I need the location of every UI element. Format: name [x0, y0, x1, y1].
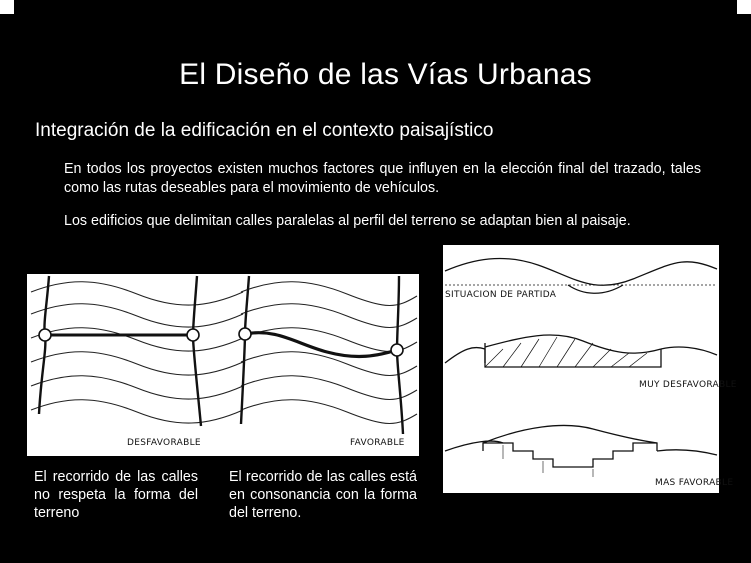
street-alignment-drawing: [27, 274, 419, 456]
body-paragraph-2: Los edificios que delimitan calles paralelas al perfil del terreno se adaptan bien al paisaje.: [64, 213, 631, 229]
label-favorable: FAVORABLE: [350, 438, 405, 448]
favorable-street: [245, 333, 397, 357]
label-very-unfavorable: MUY DESFAVORABLE: [639, 380, 737, 390]
section-more-favorable: [445, 425, 717, 477]
section-very-unfavorable: [445, 335, 717, 367]
building-node: [39, 329, 51, 341]
building-node: [239, 328, 251, 340]
slide-subtitle: Integración de la edificación en el contexto paisajístico: [35, 120, 494, 141]
building-node: [391, 344, 403, 356]
corner-mark-right: [737, 0, 751, 14]
caption-unfavorable: El recorrido de las calles no respeta la forma del terreno: [34, 469, 198, 521]
street-alignment-sketch: [27, 274, 419, 456]
caption-favorable: El recorrido de las calles está en consonancia con la forma del terreno.: [229, 469, 417, 521]
building-node: [187, 329, 199, 341]
section-situation: [445, 258, 717, 293]
label-more-favorable: MAS FAVORABLE: [655, 478, 734, 488]
terrain-section-drawing: [443, 245, 737, 493]
slide-title: El Diseño de las Vías Urbanas: [179, 58, 592, 91]
corner-mark: [0, 0, 14, 14]
label-situation: SITUACION DE PARTIDA: [445, 290, 557, 300]
label-unfavorable: DESFAVORABLE: [127, 438, 201, 448]
contour-lines: [31, 282, 417, 424]
terrain-section-sketch: [443, 245, 737, 493]
body-paragraph-1: En todos los proyectos existen muchos factores que influyen en la elección final del trazado, tales como las rutas deseables para el movimiento de vehículos.: [64, 161, 701, 196]
